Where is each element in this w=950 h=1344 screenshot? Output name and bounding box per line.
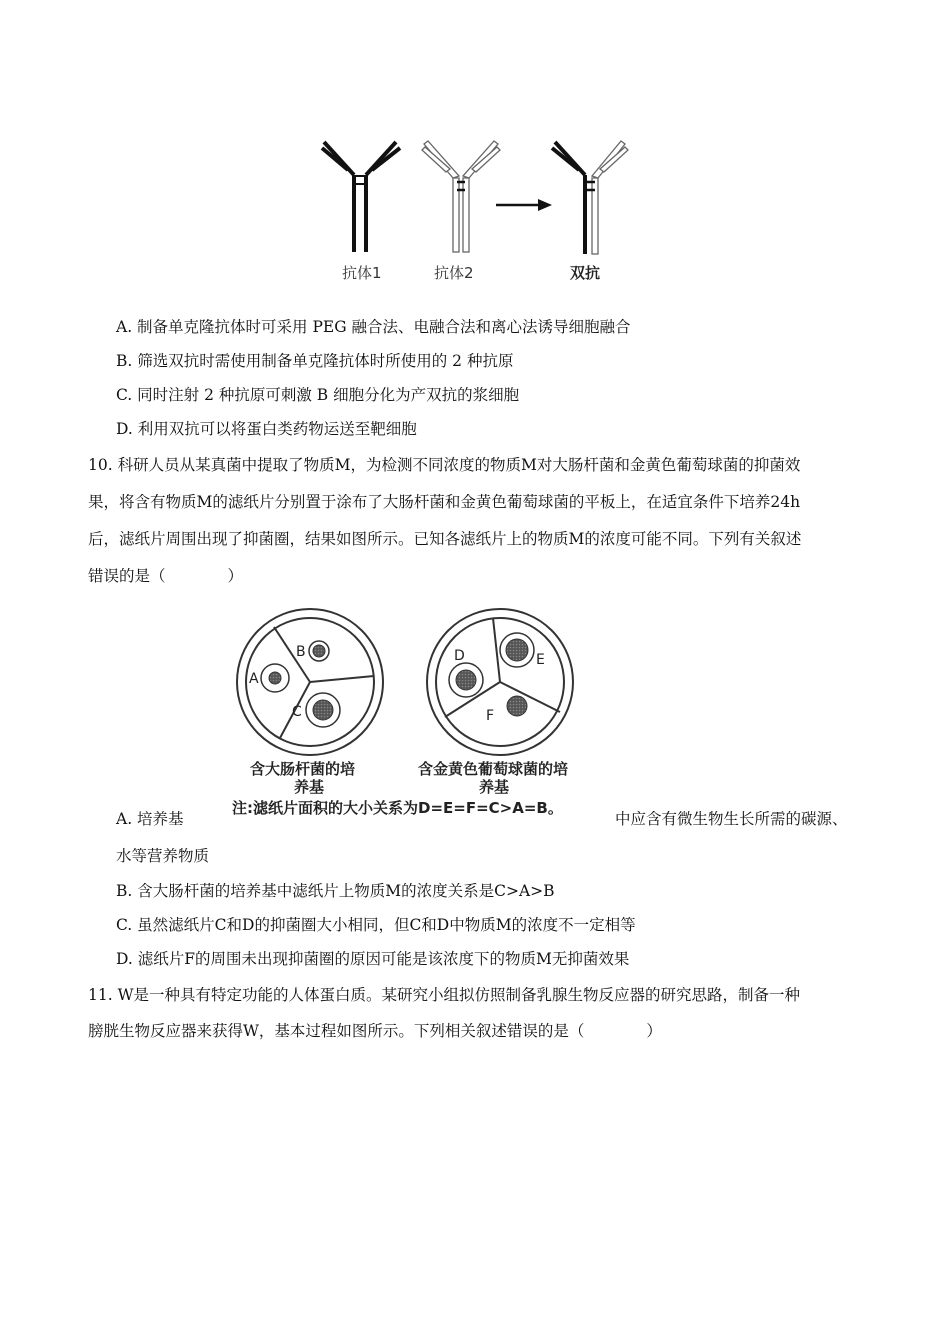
q10-stem-line3: 后，滤纸片周围出现了抑菌圈，结果如图所示。已知各滤纸片上的物质M的浓度可能不同。下列有关叙述 — [88, 530, 802, 548]
figure-note: 注:滤纸片面积的大小关系为D=E=F=C>A=B。 — [232, 799, 563, 817]
plate-staph — [427, 609, 573, 755]
disc-label-f: F — [486, 708, 495, 724]
q10-option-d: D. 滤纸片F的周围未出现抑菌圈的原因可能是该浓度下的物质M无抑菌效果 — [116, 950, 630, 968]
q10-option-a-end: 中应含有微生物生长所需的碳源、 — [615, 810, 848, 828]
q10-option-a-start: A. 培养基 — [116, 810, 184, 828]
disc-label-d: D — [454, 648, 465, 664]
q9-option-a: A. 制备单克隆抗体时可采用 PEG 融合法、电融合法和离心法诱导细胞融合 — [116, 318, 631, 336]
plate2-caption-line2: 养基 — [479, 778, 510, 796]
q11-stem-line2: 膀胱生物反应器来获得W，基本过程如图所示。下列相关叙述错误的是（ ） — [88, 1022, 662, 1040]
antibody-2-icon — [422, 141, 500, 252]
q10-stem-line2: 果，将含有物质M的滤纸片分别置于涂布了大肠杆菌和金黄色葡萄球菌的平板上，在适宜条件下培养24h — [88, 493, 801, 511]
antibody-1-label: 抗体1 — [342, 264, 382, 282]
q10-option-b: B. 含大肠杆菌的培养基中滤纸片上物质M的浓度关系是C>A>B — [116, 882, 555, 900]
q9-option-c: C. 同时注射 2 种抗原可刺激 B 细胞分化为产双抗的浆细胞 — [116, 386, 520, 404]
antibody-figure — [300, 130, 660, 260]
plate2-caption: 含金黄色葡萄球菌的培 — [418, 760, 569, 778]
plate1-caption-line2: 养基 — [294, 778, 325, 796]
plate-ecoli — [237, 609, 383, 755]
q10-stem-line1: 10. 科研人员从某真菌中提取了物质M，为检测不同浓度的物质M对大肠杆菌和金黄色葡萄球菌的抑菌效 — [88, 456, 801, 474]
antibody-1-icon — [322, 142, 400, 252]
q10-option-c: C. 虽然滤纸片C和D的抑菌圈大小相同，但C和D中物质M的浓度不一定相等 — [116, 916, 636, 934]
bispecific-label: 双抗 — [570, 264, 601, 282]
plate1-caption: 含大肠杆菌的培 — [250, 760, 356, 778]
disc-label-c: C — [292, 704, 302, 720]
q9-option-b: B. 筛选双抗时需使用制备单克隆抗体时所使用的 2 种抗原 — [116, 352, 514, 370]
q9-option-d: D. 利用双抗可以将蛋白类药物运送至靶细胞 — [116, 420, 417, 438]
q10-option-a-cont: 水等营养物质 — [116, 847, 210, 865]
disc-label-b: B — [296, 644, 306, 660]
q10-stem-line4: 错误的是（ ） — [88, 567, 244, 585]
disc-label-a: A — [249, 671, 259, 687]
bispecific-antibody-icon — [552, 141, 628, 254]
arrow-icon — [496, 199, 552, 211]
culture-plates-figure — [230, 610, 610, 760]
antibody-2-label: 抗体2 — [434, 264, 474, 282]
q11-stem-line1: 11. W是一种具有特定功能的人体蛋白质。某研究小组拟仿照制备乳腺生物反应器的研究思路，制备一种 — [88, 986, 801, 1004]
disc-label-e: E — [536, 652, 545, 668]
